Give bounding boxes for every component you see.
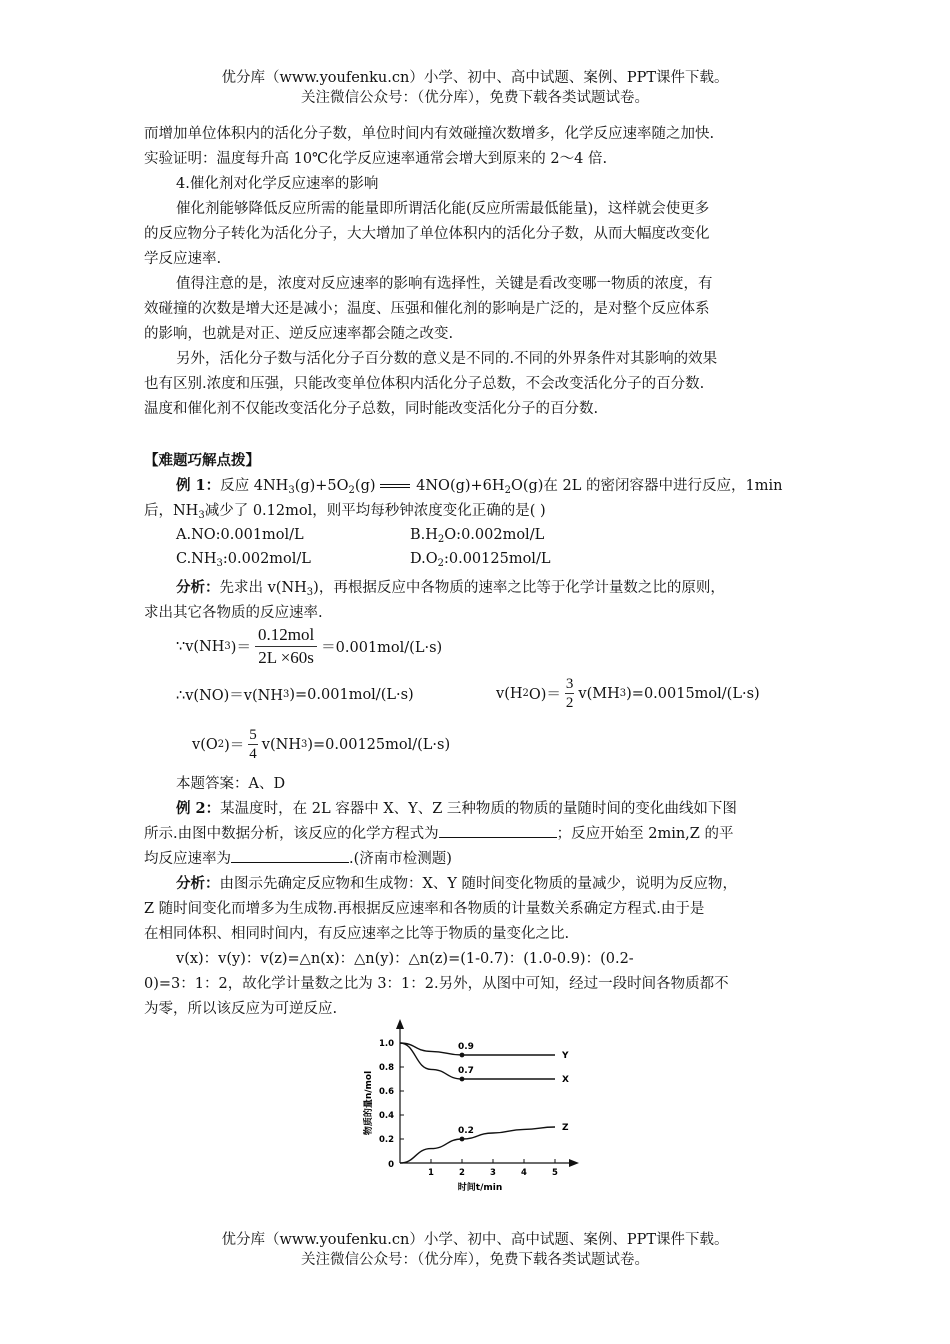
body-line: 的影响，也就是对正、逆反应速率都会随之改变. xyxy=(144,326,454,342)
example-label: 例 2： xyxy=(176,800,221,817)
y-axis-arrow xyxy=(396,1019,404,1029)
section-title: 【难题巧解点拨】 xyxy=(144,452,260,469)
fraction xyxy=(565,675,575,712)
annotation-label: 0.2 xyxy=(458,1126,474,1136)
text: )=0.0015mol/(L·s) xyxy=(626,685,760,702)
analysis-line: v(x)：v(y)：v(z)=△n(x)：△n(y)：△n(z)=(1-0.7)：(1.0-0.9)：(0.2- xyxy=(176,951,634,967)
analysis-line: 0)=3：1：2，故化学计量数之比为 3：1：2.另外，从图中可知，经过一段时间各物质都不 xyxy=(144,976,729,992)
text: )=0.00125mol/(L·s) xyxy=(307,736,451,753)
text: v(H xyxy=(496,685,523,702)
text: 减少了 0.12mol，则平均每秒钟浓度变化正确的是( ) xyxy=(204,503,546,519)
data-point xyxy=(460,1137,465,1142)
analysis-line: 在相同体积、相同时间内，有反应速率之比等于物质的量变化之比. xyxy=(144,926,570,942)
analysis-line xyxy=(176,872,812,896)
body-line: 的反应物分子转化为活化分子，大大增加了单位体积内的活化分子数，从而大幅度改变化 xyxy=(144,226,710,242)
text: O:0.002mol/L xyxy=(444,527,545,543)
series-line-Z xyxy=(400,1127,555,1163)
text: 某温度时，在 2L 容器中 X、Y、Z 三种物质的物质的量随时间的变化曲线如下图 xyxy=(220,801,737,817)
option-b xyxy=(410,527,544,543)
subscript: 2 xyxy=(348,485,355,496)
body-line: 而增加单位体积内的活化分子数，单位时间内有效碰撞次数增多，化学反应速率随之加快. xyxy=(144,126,715,142)
body-line: 催化剂能够降低反应所需的能量即所谓活化能(反应所需最低能量)，这样就会使更多 xyxy=(176,201,710,217)
text: C.NH xyxy=(176,551,217,567)
y-tick-label: 0.8 xyxy=(378,1063,394,1073)
subscript: 3 xyxy=(216,558,223,569)
example-label: 例 1： xyxy=(176,477,221,494)
option-c xyxy=(176,551,311,567)
page-header-line1: 优分库（www.youfenku.cn）小学、初中、高中试题、案例、PPT课件下载。 xyxy=(221,70,729,86)
body-line: 学反应速率. xyxy=(144,251,222,267)
text: ∴v(NO)＝v(NH xyxy=(176,688,283,704)
text: 均反应速率为 xyxy=(144,851,231,867)
text: v(NH xyxy=(261,736,301,753)
y-tick-label: 1.0 xyxy=(378,1039,394,1049)
equation-3: v(H 2 O)＝ $\frac{3}{2}$ v(MH 3 )=0.0015mol/(L·s) xyxy=(496,676,760,711)
text: ＝0.001mol/(L·s) xyxy=(321,640,443,656)
x-axis-arrow xyxy=(569,1159,579,1167)
analysis-label: 分析： xyxy=(176,579,220,596)
equilibrium-sign xyxy=(380,484,410,488)
text: v(MH xyxy=(578,685,620,702)
annotation-label: 0.7 xyxy=(458,1066,474,1076)
x-axis-label: 时间t/min xyxy=(457,1183,503,1193)
text: 4NO(g)+6H xyxy=(411,478,505,494)
series-label-Z: Z xyxy=(562,1123,569,1133)
numerator: 0.12mol xyxy=(255,624,317,647)
option-d xyxy=(410,551,550,567)
x-tick-label: 1 xyxy=(428,1168,434,1178)
series-label-X: X xyxy=(562,1075,569,1085)
body-line: 实验证明：温度每升高 10℃化学反应速率通常会增大到原来的 2～4 倍. xyxy=(144,151,608,167)
equation-2: ∴v(NO)＝v(NH 3 )=0.001mol/(L·s) xyxy=(176,684,414,705)
text: )＝ xyxy=(224,738,245,754)
x-tick-label: 3 xyxy=(490,1168,496,1178)
example2-line2 xyxy=(144,822,812,846)
body-line: 也有区别.浓度和压强，只能改变单位体积内活化分子总数，不会改变活化分子的百分数. xyxy=(144,376,705,392)
y-tick-label: 0.2 xyxy=(378,1135,394,1145)
text: )=0.001mol/(L·s) xyxy=(289,686,414,703)
example1-line1 xyxy=(176,474,812,498)
series-line-Y xyxy=(400,1043,555,1055)
example1-line2 xyxy=(144,499,812,523)
text: 所示.由图中数据分析，该反应的化学方程式为 xyxy=(144,826,439,842)
analysis-line: 为零，所以该反应为可逆反应. xyxy=(144,1001,338,1017)
text: B.H xyxy=(410,527,438,543)
text: ；反应开始至 2min,Z 的平 xyxy=(556,826,734,842)
text: O)＝ xyxy=(528,687,561,703)
fraction xyxy=(248,726,258,763)
x-tick-label: 5 xyxy=(552,1168,558,1178)
page-footer-line1: 优分库（www.youfenku.cn）小学、初中、高中试题、案例、PPT课件下载。 xyxy=(221,1232,729,1248)
numerator: 3 xyxy=(565,676,574,692)
y-axis-label: 物质的量n/mol xyxy=(364,1070,374,1136)
text: (g) xyxy=(354,478,376,494)
y-tick-label: 0.6 xyxy=(378,1087,394,1097)
fraction xyxy=(255,624,317,669)
analysis-line: Z 随时间变化而增多为生成物.再根据反应速率和各物质的计量数关系确定方程式.由于是 xyxy=(144,901,705,917)
x-tick-label: 2 xyxy=(459,1168,465,1178)
page-footer-line2: 关注微信公众号：（优分库），免费下载各类试题试卷。 xyxy=(301,1252,649,1268)
origin-label: 0 xyxy=(388,1160,394,1170)
body-line: 效碰撞的次数是增大还是减小；温度、压强和催化剂的影响是广泛的，是对整个反应体系 xyxy=(144,301,710,317)
denominator: 2 xyxy=(565,695,574,711)
text: 反应 4NH xyxy=(220,478,289,494)
option-a: A.NO:0.001mol/L xyxy=(176,527,304,543)
example2-line3 xyxy=(144,847,812,871)
text: 由图示先确定反应物和生成物：X、Y 随时间变化物质的量减少，说明为反应物， xyxy=(219,876,738,892)
text: O(g)在 2L 的密闭容器中进行反应，1min xyxy=(510,478,783,494)
text: (g)+5O xyxy=(294,478,349,494)
denominator: 2L ×60s xyxy=(258,648,314,667)
text: 先求出 v(NH xyxy=(219,580,307,596)
text: :0.002mol/L xyxy=(222,551,311,567)
subscript: 2 xyxy=(437,534,445,545)
data-point xyxy=(460,1053,465,1058)
y-tick-label: 0.4 xyxy=(378,1111,394,1121)
text: )，再根据反应中各物质的速率之比等于化学计量数之比的原则， xyxy=(313,580,725,596)
equation-1: ∵v(NH 3 )＝ $\frac{\text{0.12mol}}{2L \times 60s}$ ＝0.001mol/(L·s) xyxy=(176,625,443,667)
subheading: 4.催化剂对化学反应速率的影响 xyxy=(176,176,379,192)
example2-line1 xyxy=(176,797,812,821)
subscript: 2 xyxy=(504,485,511,496)
denominator: 4 xyxy=(249,746,257,762)
answer-blank[interactable] xyxy=(231,848,349,863)
numerator: 5 xyxy=(249,727,257,743)
text: )＝ xyxy=(230,640,251,656)
body-line: 值得注意的是，浓度对反应速率的影响有选择性，关键是看改变哪一物质的浓度，有 xyxy=(176,276,713,292)
series-line-X xyxy=(400,1043,555,1079)
page-header-line2: 关注微信公众号：（优分库），免费下载各类试题试卷。 xyxy=(301,90,649,106)
subscript: 3 xyxy=(198,510,205,521)
text: v(O xyxy=(192,736,218,753)
answer-line: 本题答案：A、D xyxy=(176,776,286,792)
text: :0.00125mol/L xyxy=(443,551,551,567)
text: D.O xyxy=(410,551,438,567)
series-label-Y: Y xyxy=(562,1051,569,1061)
annotation-label: 0.9 xyxy=(458,1042,474,1052)
analysis-line1 xyxy=(176,576,812,600)
body-line: 温度和催化剂不仅能改变活化分子总数，同时能改变活化分子的百分数. xyxy=(144,401,599,417)
answer-blank[interactable] xyxy=(439,823,557,838)
subscript: 3 xyxy=(288,485,295,496)
subscript: 3 xyxy=(306,587,314,598)
amount-vs-time-chart xyxy=(355,1015,595,1200)
subscript: 2 xyxy=(437,558,444,569)
text: .(济南市检测题) xyxy=(349,851,452,867)
text: 后，NH xyxy=(144,503,199,519)
analysis-label: 分析： xyxy=(176,875,220,892)
equation-4: v(O 2 )＝ $\frac{5}{4}$ v(NH 3 )=0.00125mol/(L·s) xyxy=(192,727,451,762)
data-point xyxy=(460,1077,465,1082)
analysis-line2: 求出其它各物质的反应速率. xyxy=(144,605,323,621)
text: ∵v(NH xyxy=(176,638,225,655)
body-line: 另外，活化分子数与活化分子百分数的意义是不同的.不同的外界条件对其影响的效果 xyxy=(176,351,718,367)
x-tick-label: 4 xyxy=(521,1168,527,1178)
